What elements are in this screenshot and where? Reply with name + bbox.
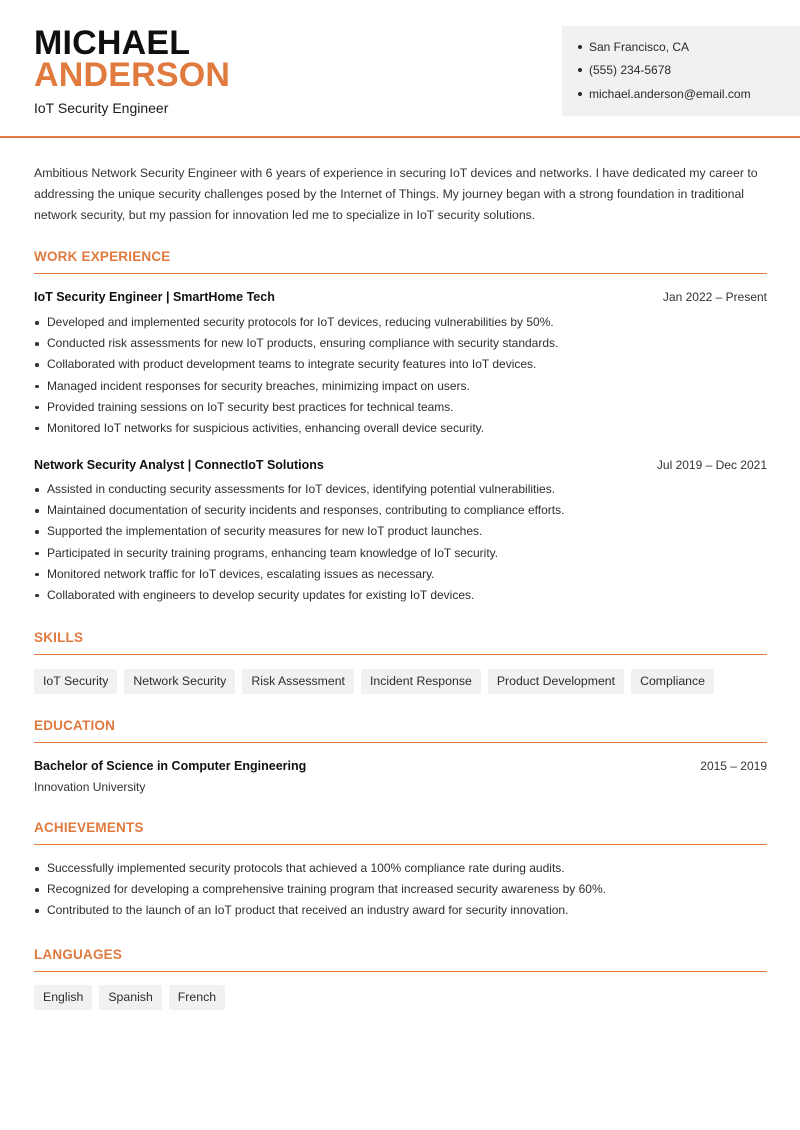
section-title-skills: SKILLS [34,630,767,655]
list-item: Contributed to the launch of an IoT product that received an industry award for security innovation. [34,900,774,921]
section-title-achievements: ACHIEVEMENTS [34,820,767,845]
section-title-languages: LANGUAGES [34,947,767,972]
resume-header [0,0,800,138]
education-degree: Bachelor of Science in Computer Engineering [34,759,307,773]
skill-chip: Risk Assessment [242,669,354,694]
achievements-list [34,858,774,922]
contact-box [562,26,800,116]
contact-phone [578,63,671,77]
section-title-work: WORK EXPERIENCE [34,249,767,274]
language-chip: French [169,985,225,1010]
list-item: Monitored IoT networks for suspicious activities, enhancing overall device security. [34,418,774,439]
job-title: Network Security Analyst | ConnectIoT Solutions [34,458,324,472]
list-item: Monitored network traffic for IoT devices, escalating issues as necessary. [34,564,774,585]
list-item: Recognized for developing a comprehensive training program that increased security awareness by 60%. [34,879,774,900]
list-item: Provided training sessions on IoT security best practices for technical teams. [34,397,774,418]
skills-list [34,669,714,694]
list-item: Managed incident responses for security breaches, minimizing impact on users. [34,376,774,397]
skill-chip: Compliance [631,669,714,694]
job-role: IoT Security Engineer [34,100,169,116]
bullet-icon [578,92,582,96]
job-dates: Jan 2022 – Present [662,290,767,304]
skill-chip: Network Security [124,669,235,694]
language-chip: Spanish [99,985,161,1010]
contact-email[interactable] [578,87,751,101]
job-dates: Jul 2019 – Dec 2021 [656,458,767,472]
contact-email-text[interactable]: michael.anderson@email.com [589,87,751,101]
job-bullets [34,312,774,439]
education-school: Innovation University [34,780,146,794]
language-chip: English [34,985,92,1010]
bullet-icon [578,68,582,72]
bullet-icon [578,45,582,49]
skill-chip: IoT Security [34,669,117,694]
list-item: Collaborated with product development teams to integrate security features into IoT devices. [34,354,774,375]
list-item: Participated in security training programs, enhancing team knowledge of IoT security. [34,543,774,564]
list-item: Assisted in conducting security assessments for IoT devices, identifying potential vulnerabilities. [34,479,774,500]
list-item: Conducted risk assessments for new IoT products, ensuring compliance with security standards. [34,333,774,354]
first-name: MICHAEL [34,24,191,62]
job-title: IoT Security Engineer | SmartHome Tech [34,290,275,304]
contact-phone-text: (555) 234-5678 [589,63,672,77]
section-title-education: EDUCATION [34,718,767,743]
skill-chip: Incident Response [361,669,481,694]
list-item: Maintained documentation of security incidents and responses, contributing to compliance efforts. [34,500,774,521]
summary: Ambitious Network Security Engineer with 6 years of experience in securing IoT devices and networks. I have dedicated my career to addressing the unique security challenges posed by the Internet of Things. My journey began with a strong foundation in traditional network security, but my passion for innovation led me to specialize in IoT security solutions. [34,166,758,222]
list-item: Successfully implemented security protocols that achieved a 100% compliance rate during audits. [34,858,774,879]
last-name: ANDERSON [34,56,231,94]
contact-location [578,40,689,54]
list-item: Developed and implemented security protocols for IoT devices, reducing vulnerabilities by 50%. [34,312,774,333]
education-dates: 2015 – 2019 [700,759,767,773]
languages-list [34,985,225,1010]
contact-location-text: San Francisco, CA [589,40,690,54]
list-item: Collaborated with engineers to develop security updates for existing IoT devices. [34,585,774,606]
skill-chip: Product Development [488,669,624,694]
list-item: Supported the implementation of security measures for new IoT product launches. [34,521,774,542]
job-bullets [34,479,774,606]
